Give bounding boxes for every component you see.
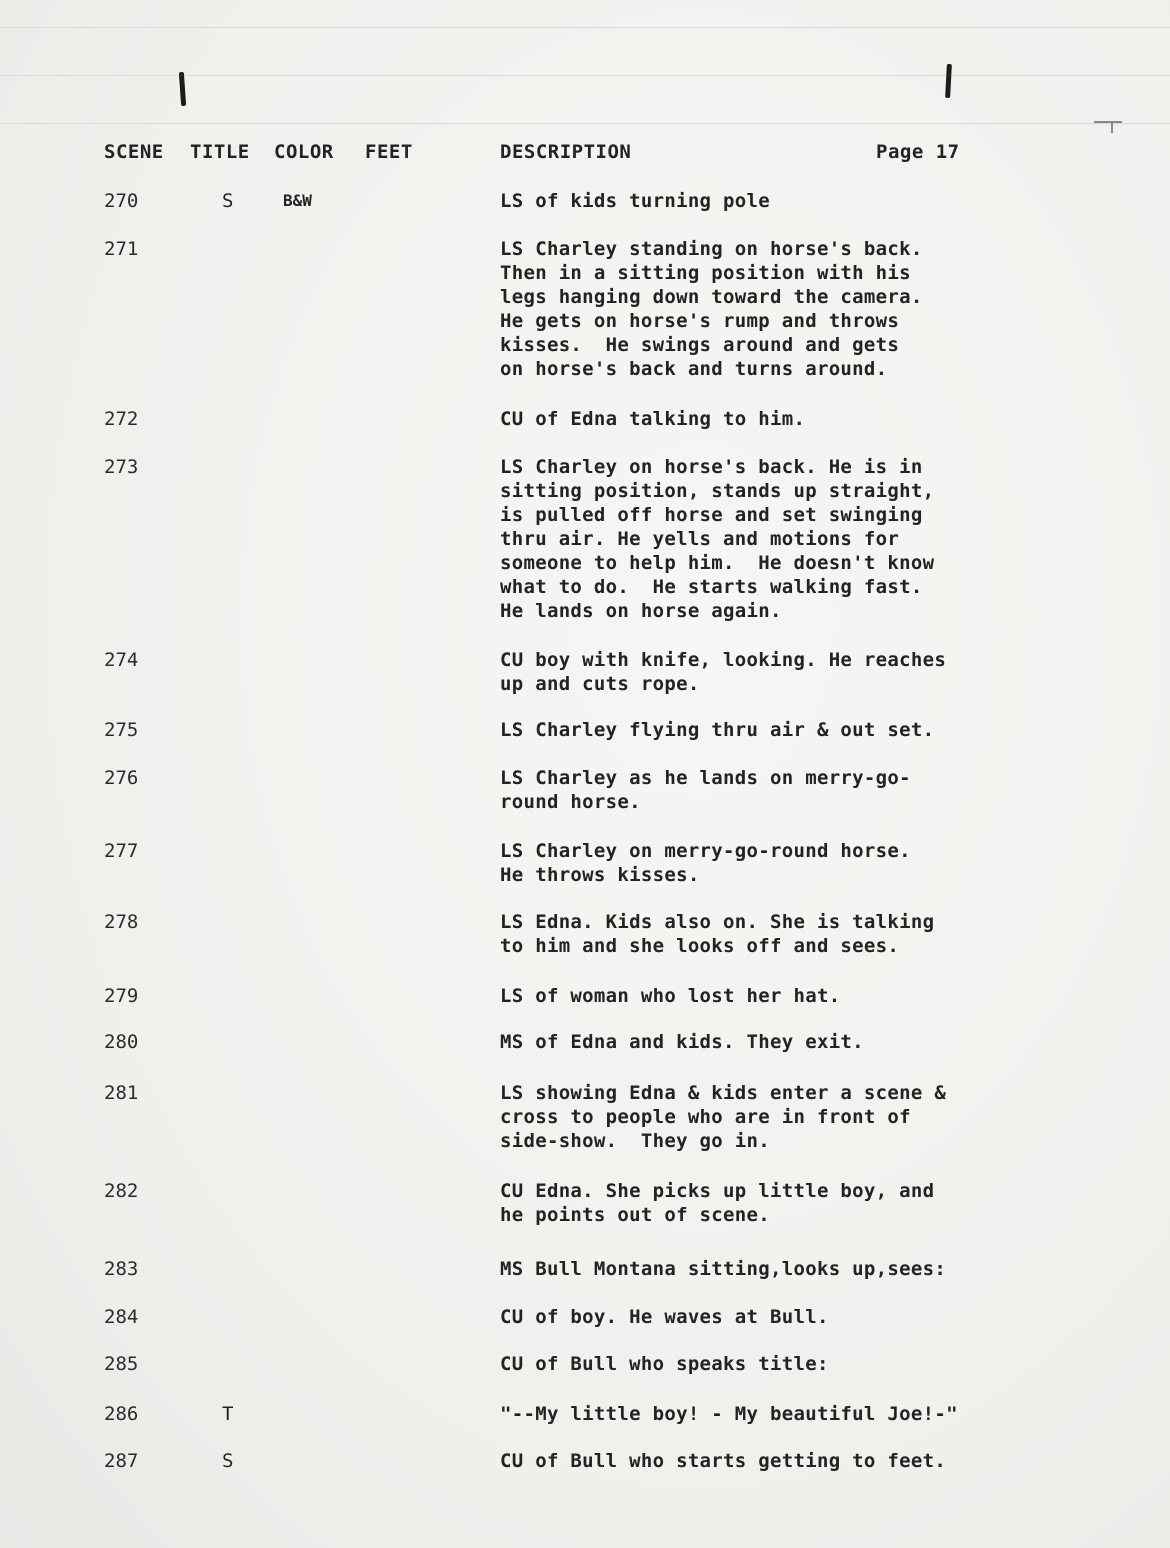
scene-description: LS Charley on horse's back. He is in sitting position, stands up straight, is pulled off horse and set swinging thru air. He yells and motions for someone to help him. He doesn't know what to do. He starts walking fast. He lands on horse again. [500,456,935,622]
scene-number: 272 [104,408,139,430]
scene-number: 283 [104,1258,139,1280]
scene-number: 280 [104,1031,139,1053]
header-title: TITLE [190,141,250,163]
scene-title-code: T [222,1403,234,1425]
scene-description: LS Charley on merry-go-round horse. He throws kisses. [500,840,911,886]
scene-description: LS Edna. Kids also on. She is talking to him and she looks off and sees. [500,911,935,957]
scene-number: 286 [104,1403,139,1425]
scene-description: LS Charley as he lands on merry-go- round horse. [500,767,911,813]
scene-description: CU of boy. He waves at Bull. [500,1306,829,1328]
scene-number: 278 [104,911,139,933]
scene-description: CU Edna. She picks up little boy, and he points out of scene. [500,1180,935,1226]
scene-number: 277 [104,840,139,862]
header-color: COLOR [274,141,334,163]
scene-number: 276 [104,767,139,789]
scene-number: 274 [104,649,139,671]
scene-color: B&W [283,191,312,210]
scene-description: MS Bull Montana sitting,looks up,sees: [500,1258,947,1280]
scene-description: CU boy with knife, looking. He reaches up and cuts rope. [500,649,947,695]
scene-description: CU of Bull who starts getting to feet. [500,1450,947,1472]
scene-number: 285 [104,1353,139,1375]
scene-description: LS of kids turning pole [500,190,770,212]
scene-description: LS Charley standing on horse's back. Then in a sitting position with his legs hanging down toward the camera. He gets on horse's rump and throws kisses. He swings around and gets on horse's back and turns around. [500,238,923,380]
scene-number: 270 [104,190,139,212]
header-scene: SCENE [104,141,164,163]
scene-description: MS of Edna and kids. They exit. [500,1031,864,1053]
scene-number: 284 [104,1306,139,1328]
scene-number: 287 [104,1450,139,1472]
scene-description: LS Charley flying thru air & out set. [500,719,935,741]
scene-number: 282 [104,1180,139,1202]
header-feet: FEET [365,141,413,163]
scene-description: CU of Bull who speaks title: [500,1353,829,1375]
scene-description: LS showing Edna & kids enter a scene & cross to people who are in front of side-show. They go in. [500,1082,947,1152]
scene-description: CU of Edna talking to him. [500,408,806,430]
scene-number: 279 [104,985,139,1007]
scene-title-code: S [222,190,234,212]
scene-description: LS of woman who lost her hat. [500,985,841,1007]
header-description: DESCRIPTION [500,141,632,163]
scene-number: 281 [104,1082,139,1104]
scene-number: 275 [104,719,139,741]
scene-number: 273 [104,456,139,478]
scene-title-code: S [222,1450,234,1472]
scene-description: "--My little boy! - My beautiful Joe!-" [500,1403,958,1425]
page-number: Page 17 [876,141,960,163]
scene-number: 271 [104,238,139,260]
